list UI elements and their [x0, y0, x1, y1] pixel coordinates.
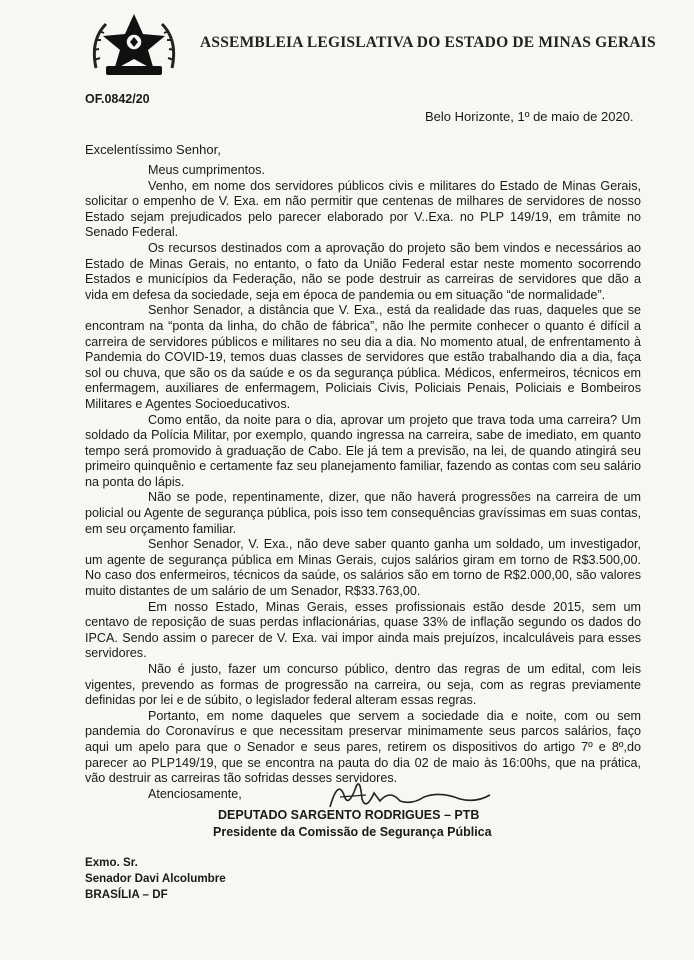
paragraph: Meus cumprimentos.: [148, 163, 265, 177]
recipient-block: [85, 855, 226, 903]
state-seal-icon: [88, 10, 180, 78]
letter-body: [85, 163, 641, 802]
institution-title: ASSEMBLEIA LEGISLATIVA DO ESTADO DE MINAS GERAIS: [200, 34, 656, 51]
recipient-name: Senador Davi Alcolumbre: [85, 872, 226, 885]
recipient-title: Exmo. Sr.: [85, 856, 138, 869]
paragraph: Portanto, em nome daqueles que servem a sociedade dia e noite, com ou sem pandemia do Coronavírus e que necessitam preservar minimamente seus parcos salários, faço aqui um apelo para que o Senador e seus pares, retirem os dispositivos do artigo 7º e 8º,do parecer ao PLP149/19, que se encontra na pauta do dia 02 de maio às 16:00hs, que na prática, vão destruir as carreiras tão sofridas desses servidores.: [85, 708, 641, 786]
salutation: Excelentíssimo Senhor,: [85, 142, 221, 157]
recipient-location: BRASÍLIA – DF: [85, 888, 168, 901]
paragraph: Não se pode, repentinamente, dizer, que não haverá progressões na carreira de um policial ou Agente de segurança pública, pois isso tem consequências gravíssimas em suas contas, em seu orçamento familiar.: [85, 490, 641, 536]
signatory-role: Presidente da Comissão de Segurança Pública: [213, 825, 492, 839]
closing: Atenciosamente,: [148, 786, 242, 801]
paragraph: Em nosso Estado, Minas Gerais, esses profissionais estão desde 2015, sem um centavo de reposição de suas perdas inflacionárias, quase 33% de inflação segundo os dados do IPCA. Sendo assim o parecer de V. Exa. vai impor ainda mais prejuízos, incalculáveis para esses servidores.: [85, 599, 641, 661]
date-line: Belo Horizonte, 1º de maio de 2020.: [425, 109, 634, 124]
paragraph: Não é justo, fazer um concurso público, dentro das regras de um edital, com leis vigentes, prevendo as formas de progressão na carreira, ou seja, com as regras previamente definidas por lei e de súbito, o legislador federal alteram essas regras.: [85, 662, 641, 708]
paragraph: Como então, da noite para o dia, aprovar um projeto que trava toda uma carreira? Um soldado da Polícia Militar, por exemplo, quando ingressa na carreira, sabe de imediato, em quanto tempo será promovido à graduação de Cabo. Ele já tem a previsão, na lei, de quando atingirá seu primeiro quinquênio e certamente faz seu planejamento familiar, fazendo as contas com seu salário na ponta do lápis.: [85, 412, 641, 489]
paragraph: Venho, em nome dos servidores públicos civis e militares do Estado de Minas Gerais, solicitar o empenho de V. Exa. em não permitir que centenas de milhares de servidores de nosso Estado sejam prejudicados pelo parecer elaborado por V..Exa. no PLP 149/19, em trâmite no Senado Federal.: [85, 178, 641, 240]
paragraph: Os recursos destinados com a aprovação do projeto são bem vindos e necessários ao Estado de Minas Gerais, no entanto, o fato da União Federal estar neste momento socorrendo Estados e municípios da Federação, não se pode destruir as carreiras de servidores que dão a vida em defesa da sociedade, seja em época de pandemia ou em situação “de normalidade”.: [85, 240, 641, 302]
office-reference: OF.0842/20: [85, 92, 150, 106]
paragraph: Senhor Senador, V. Exa., não deve saber quanto ganha um soldado, um investigador, um agente de segurança pública em Minas Gerais, cujos salários giram em torno de R$3.500,00. No caso dos enfermeiros, técnicos da saúde, os salários são em torno de R$2.000,00, são valores muito distantes de um salário de um Senador, R$33.763,00.: [85, 537, 641, 599]
signatory-name: DEPUTADO SARGENTO RODRIGUES – PTB: [218, 808, 480, 822]
paragraph: Senhor Senador, a distância que V. Exa., está da realidade das ruas, daqueles que se encontram na “ponta da linha, do chão de fábrica”, não lhe permite conhecer o quanto é difícil a carreira de servidores públicos e militares no seu dia a dia. No momento atual, de enfrentamento à Pandemia do COVID-19, temos duas classes de servidores que estão trabalhando dia a dia, faça sol ou chuva, que são os da saúde e os da segurança pública. Médicos, enfermeiros, técnicos em enfermagem, auxiliares de enfermagem, Policiais Civis, Policiais Penais, Policiais e Bombeiros Militares e Agentes Socioeducativos.: [85, 303, 641, 411]
